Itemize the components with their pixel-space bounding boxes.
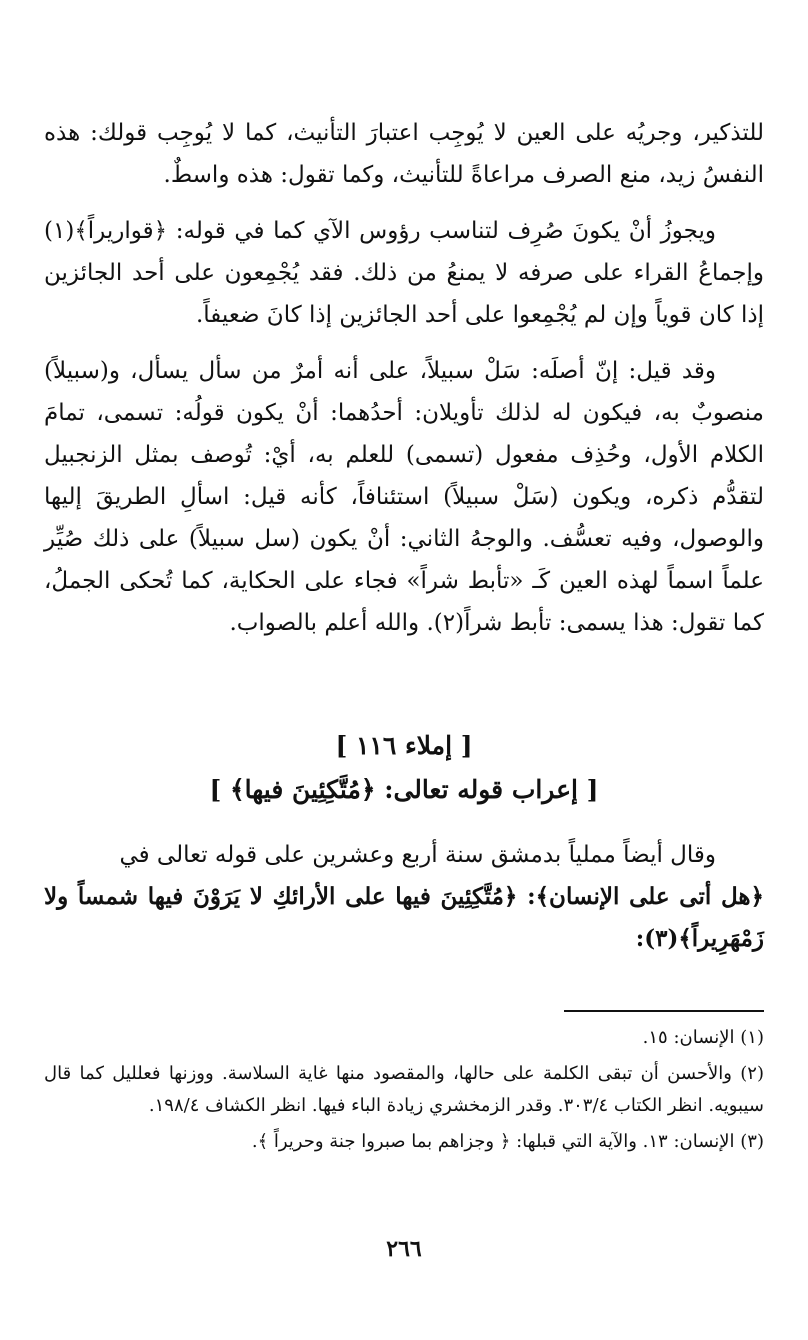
section-headings: [44, 724, 764, 812]
paragraph-3: وقد قيل: إنّ أصلَه: سَلْ سبيلاً، على أنه أمرٌ من سأل يسأل، و(سبيلاً) منصوبٌ به، فيكون له لذلك تأويلان: أحدُهما: أنْ يكون قولُه: تسمى، تمامَ الكلام الأول، وحُذِف مفعول (تسمى) للعلم به، أيْ: تُوصف بمثل الزنجبيل لتقدُّم ذكره، ويكون (سَلْ سبيلاً) استئنافاً، كأنه قيل: اسألِ الطريقَ إليها والوصول، وفيه تعسُّف. والوجهُ الثاني: أنْ يكون (سل سبيلاً) على ذلك صُيِّر علماً اسماً لهذه العين كَـ «تأبط شراً» فجاء على الحكاية، كما تُحكى الجملُ، كما تقول: هذا يسمى: تأبط شراً(٢). والله أعلم بالصواب.: [44, 358, 764, 636]
quran-quote: ﴿هل أتى على الإنسان﴾: ﴿مُتَّكِئِينَ فيها على الأرائكِ لا يَرَوْنَ فيها شمساً ولا زَمْهَرِيراً﴾(٣):: [44, 883, 764, 952]
section-heading-imla: [ إملاء ١١٦ ]: [335, 731, 473, 760]
main-text: [44, 112, 764, 658]
footnote-divider: [564, 1010, 764, 1012]
paragraph-1: للتذكير، وجريُه على العين لا يُوجِب اعتبارَ التأنيث، كما لا يُوجِب قولك: هذه النفسُ زيد، منع الصرف مراعاةً للتأنيث، وكما تقول: هذه واسطٌ.: [44, 120, 764, 188]
footnotes: [44, 1022, 764, 1162]
section-heading-irab: [ إعراب قوله تعالى: ﴿مُتَّكِئِينَ فيها﴾ ]: [209, 775, 599, 804]
footnote-1: (١) الإنسان: ١٥.: [642, 1027, 764, 1048]
page-number: ٢٦٦: [386, 1236, 422, 1262]
footnote-2: (٢) والأحسن أن تبقى الكلمة على حالها، والمقصود منها غاية السلاسة. ووزنها فعلليل كما قال سيبويه. انظر الكتاب ٣٠٣/٤. وقدر الزمخشري زيادة الباء فيها. انظر الكشاف ١٩٨/٤.: [44, 1063, 764, 1116]
paragraph-4-intro: وقال أيضاً مملياً بدمشق سنة أربع وعشرين على قوله تعالى في: [119, 842, 716, 868]
main-text-continued: [44, 834, 764, 960]
paragraph-4-quote: [44, 876, 764, 960]
footnote-3: (٣) الإنسان: ١٣. والآية التي قبلها: ﴿ وجزاهم بما صبروا جنة وحريراً ﴾.: [251, 1131, 764, 1152]
paragraph-2: ويجوزُ أنْ يكونَ صُرِف لتناسب رؤوس الآي كما في قوله: ﴿قواريراً﴾(١) وإجماعُ القراء على صرفه لا يمنعُ من ذلك. فقد يُجْمِعون على أحد الجائزين إذا كان قوياً وإن لم يُجْمِعوا على أحد الجائزين إذا كانَ ضعيفاً.: [44, 218, 764, 328]
